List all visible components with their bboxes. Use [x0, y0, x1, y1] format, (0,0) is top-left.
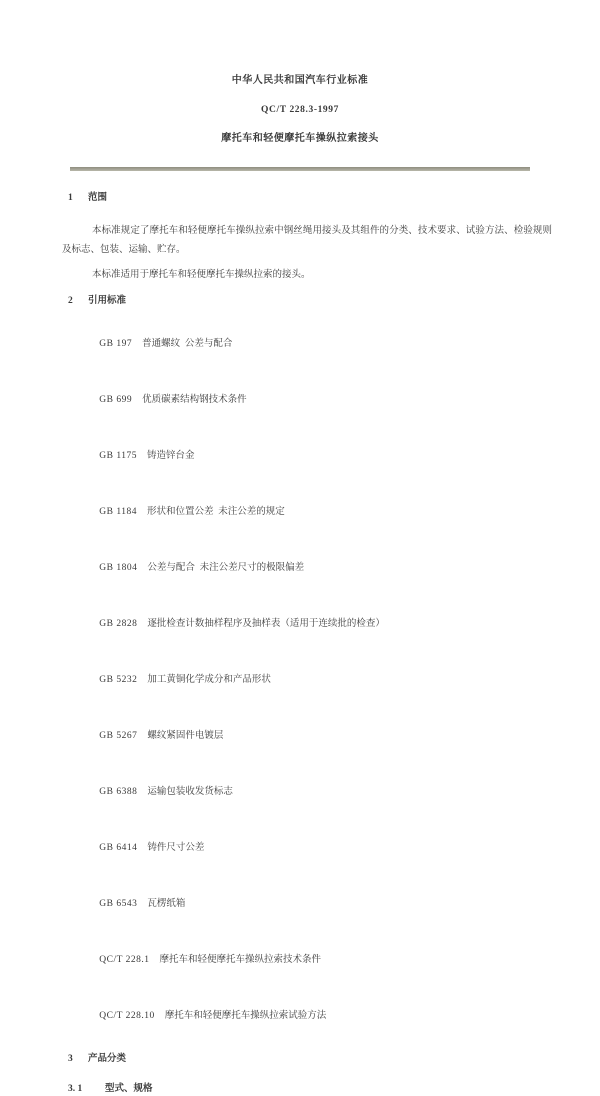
reference-item — [85, 325, 552, 364]
classification-subheading — [68, 1083, 552, 1096]
reference-code: GB 1804 — [99, 563, 138, 573]
scope-heading-title: 范围 — [88, 193, 108, 203]
reference-title: 优质碳素结构钢技术条件 — [142, 395, 247, 405]
reference-code: GB 2828 — [99, 619, 138, 629]
scope-paragraph-1: 本标准规定了摩托车和轻便摩托车操纵拉索中钢丝绳用接头及其组件的分类、技术要求、试验方法、检验规则及标志、包装、运输、贮存。 — [62, 226, 552, 255]
reference-code: GB 6414 — [99, 843, 138, 853]
reference-title: 摩托车和轻便摩托车操纵拉索试验方法 — [164, 1011, 327, 1021]
reference-item — [85, 437, 552, 476]
reference-item — [85, 829, 552, 868]
reference-title: 加工黄铜化学成分和产品形状 — [147, 675, 271, 685]
scope-heading-number: 1 — [68, 193, 73, 203]
reference-item — [85, 717, 552, 756]
references-heading — [68, 295, 552, 308]
reference-code: GB 5267 — [99, 731, 138, 741]
reference-item — [85, 997, 552, 1036]
classification-heading-title: 产品分类 — [88, 1054, 127, 1064]
reference-title: 普通螺纹 公差与配合 — [142, 339, 233, 349]
reference-item — [85, 605, 552, 644]
classification-subheading-title: 型式、规格 — [105, 1084, 153, 1094]
reference-title: 摩托车和轻便摩托车操纵拉索技术条件 — [159, 955, 321, 965]
classification-subheading-number: 3. 1 — [68, 1084, 83, 1094]
references-heading-number: 2 — [68, 296, 73, 306]
authority-title: 中华人民共和国汽车行业标准 — [231, 75, 369, 86]
reference-code: GB 6543 — [99, 899, 138, 909]
scope-heading — [68, 192, 552, 205]
reference-item — [85, 381, 552, 420]
reference-item — [85, 493, 552, 532]
classification-heading — [68, 1053, 552, 1066]
classification-heading-number: 3 — [68, 1054, 73, 1064]
reference-title: 铸造锌台金 — [146, 451, 195, 461]
reference-code: QC/T 228.1 — [99, 955, 150, 965]
reference-code: GB 6388 — [99, 787, 138, 797]
reference-code: GB 699 — [99, 395, 133, 405]
reference-title: 运输包装收发货标志 — [147, 787, 233, 797]
reference-code: GB 5232 — [99, 675, 138, 685]
reference-item — [85, 773, 552, 812]
reference-item — [85, 661, 552, 700]
standard-number: QC/T 228.3-1997 — [261, 105, 339, 115]
document-body — [62, 192, 552, 1096]
reference-item — [85, 941, 552, 980]
reference-title: 逐批检查计数抽样程序及抽样表（适用于连续批的检查） — [147, 619, 385, 629]
reference-title: 铸件尺寸公差 — [147, 843, 205, 853]
reference-title: 形状和位置公差 未注公差的规定 — [146, 507, 285, 517]
header-divider — [70, 167, 530, 171]
reference-code: GB 197 — [99, 339, 133, 349]
standard-title: 摩托车和轻便摩托车操纵拉索接头 — [221, 133, 379, 144]
reference-code: GB 1184 — [99, 507, 137, 517]
reference-item — [85, 549, 552, 588]
reference-item — [85, 885, 552, 924]
scope-paragraph-2: 本标准适用于摩托车和轻便摩托车操纵拉索的接头。 — [92, 270, 311, 280]
reference-title: 螺纹紧固件电镀层 — [147, 731, 224, 741]
document-header — [0, 0, 600, 171]
reference-title: 公差与配合 未注公差尺寸的极限偏差 — [147, 563, 305, 573]
references-heading-title: 引用标准 — [88, 296, 127, 306]
reference-code: QC/T 228.10 — [99, 1011, 155, 1021]
reference-code: GB 1175 — [99, 451, 137, 461]
reference-title: 瓦楞纸箱 — [147, 899, 186, 909]
